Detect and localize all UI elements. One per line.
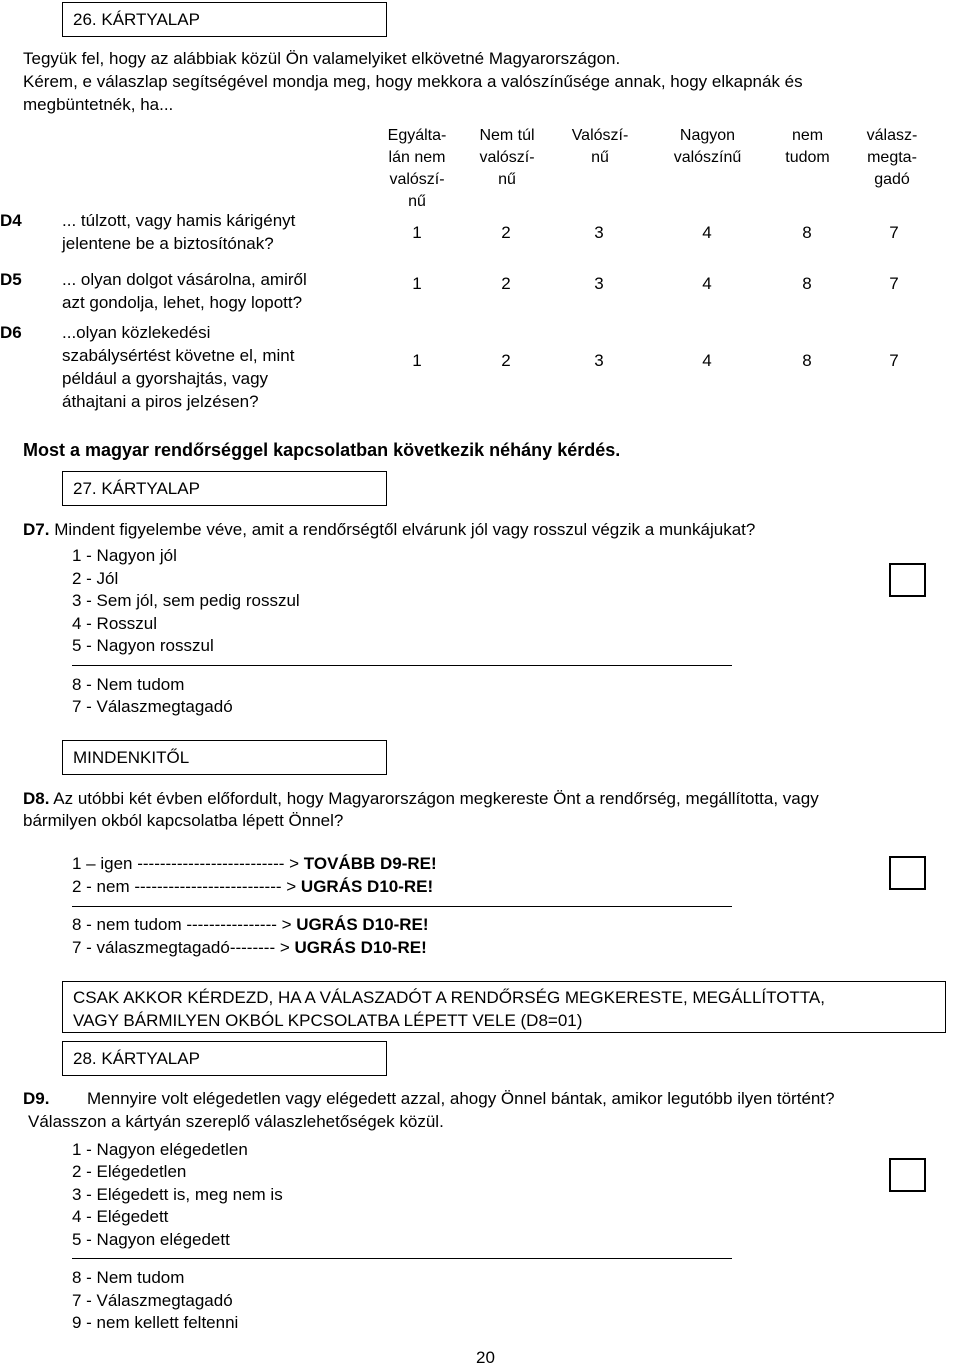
answer-checkbox-d8[interactable]: [889, 856, 926, 890]
skip-instruction: TOVÁBB D9-RE!: [303, 854, 437, 873]
item-code-d6: D6: [0, 323, 22, 342]
question-code: D7.: [23, 520, 50, 539]
scale-code[interactable]: 7: [889, 274, 899, 293]
instruction-box: [62, 740, 387, 775]
scale-header-2: Nem túl valószí- nű: [479, 127, 535, 188]
card-label-26: [62, 2, 387, 37]
item-code-d5: D5: [0, 270, 22, 289]
scale-code[interactable]: 7: [889, 223, 899, 242]
scale-code[interactable]: 1: [412, 223, 422, 242]
instruction-text: MINDENKITŐL: [73, 747, 190, 767]
scale-code[interactable]: 3: [594, 223, 604, 242]
item-d4-line-2: jelentene be a biztosítónak?: [62, 234, 274, 253]
skip-instruction: UGRÁS D10-RE!: [294, 938, 427, 957]
scale-code[interactable]: 3: [594, 351, 604, 370]
question-code: D8.: [23, 789, 50, 808]
answer-option[interactable]: 1 – igen -------------------------- > TOVÁBB D9-RE!: [72, 854, 437, 873]
answer-option[interactable]: 5 - Nagyon elégedett: [72, 1230, 230, 1249]
answer-option[interactable]: 2 - Elégedetlen: [72, 1162, 187, 1181]
scale-code[interactable]: 2: [501, 274, 511, 293]
scale-code[interactable]: 7: [889, 351, 899, 370]
item-d6-line-1: ...olyan közlekedési: [62, 323, 211, 342]
answer-option[interactable]: 2 - nem -------------------------- > UGRÁS D10-RE!: [72, 877, 434, 896]
question-text: Az utóbbi két évben előfordult, hogy Magyarországon megkereste Önt a rendőrség, megállította, vagy: [53, 789, 819, 808]
answer-option[interactable]: 3 - Elégedett is, meg nem is: [72, 1185, 283, 1204]
answer-option[interactable]: 3 - Sem jól, sem pedig rosszul: [72, 591, 300, 610]
item-d5-line-2: azt gondolja, lehet, hogy lopott?: [62, 293, 303, 312]
card-label-text: 28. KÁRTYALAP: [73, 1048, 200, 1068]
scale-code[interactable]: 2: [501, 223, 511, 242]
answer-checkbox-d7[interactable]: [889, 563, 926, 597]
answer-option[interactable]: 1 - Nagyon elégedetlen: [72, 1140, 248, 1159]
answer-option[interactable]: 7 - válaszmegtagadó-------- > UGRÁS D10-RE!: [72, 938, 427, 957]
scale-header-6: válasz- megta- gadó: [866, 127, 918, 188]
skip-instruction: UGRÁS D10-RE!: [300, 877, 434, 896]
question-text: Mindent figyelembe véve, amit a rendőrségtől elvárunk jól vagy rosszul végzik a munkájukat?: [54, 520, 756, 539]
answer-option[interactable]: 8 - Nem tudom: [72, 1268, 185, 1287]
question-d7: [23, 520, 755, 540]
filter-line-2: VAGY BÁRMILYEN OKBÓL KPCSOLATBA LÉPETT VELE (D8=01): [73, 1011, 583, 1030]
scale-header-3: Valószí- nű: [571, 127, 629, 166]
question-d8-line-2: bármilyen okból kapcsolatba lépett Önnel?: [23, 811, 344, 830]
card-label-28: [62, 1041, 387, 1076]
item-d6-line-4: áthajtani a piros jelzésen?: [62, 392, 259, 411]
filter-instruction-box: [62, 981, 946, 1033]
intro-line-3: megbüntetnék, ha...: [23, 95, 174, 114]
scale-code[interactable]: 3: [594, 274, 604, 293]
question-code: D9.: [23, 1089, 50, 1108]
scale-header-1: Egyálta- lán nem valószí- nű: [387, 127, 447, 210]
scale-code[interactable]: 8: [802, 351, 812, 370]
card-label-text: 26. KÁRTYALAP: [73, 9, 200, 29]
answer-option[interactable]: 8 - nem tudom ---------------- > UGRÁS D10-RE!: [72, 915, 429, 934]
filter-line-1: CSAK AKKOR KÉRDEZD, HA A VÁLASZADÓT A RENDŐRSÉG MEGKERESTE, MEGÁLLÍTOTTA,: [73, 988, 825, 1007]
question-instruction: Válasszon a kártyán szereplő válaszlehetőségek közül.: [28, 1112, 444, 1131]
item-d6-line-2: szabálysértést követne el, mint: [62, 346, 295, 365]
separator-line: [72, 1258, 732, 1259]
scale-code[interactable]: 1: [412, 274, 422, 293]
answer-option[interactable]: 5 - Nagyon rosszul: [72, 636, 214, 655]
item-d5-line-1: ... olyan dolgot vásárolna, amiről: [62, 270, 307, 289]
intro-line-1: Tegyük fel, hogy az alábbiak közül Ön valamelyiket elkövetné Magyarországon.: [23, 49, 621, 68]
question-text: Mennyire volt elégedetlen vagy elégedett azzal, ahogy Önnel bántak, amikor legutóbb ilyen történt?: [87, 1089, 835, 1108]
answer-option[interactable]: 4 - Rosszul: [72, 614, 158, 633]
answer-option[interactable]: 9 - nem kellett feltenni: [72, 1313, 239, 1332]
scale-header-5: nem tudom: [785, 127, 830, 166]
answer-option[interactable]: 4 - Elégedett: [72, 1207, 169, 1226]
item-d4-line-1: ... túlzott, vagy hamis kárigényt: [62, 211, 296, 230]
question-d8-line-1: [23, 789, 819, 809]
scale-code[interactable]: 4: [702, 274, 712, 293]
answer-option[interactable]: 7 - Válaszmegtagadó: [72, 697, 233, 716]
scale-code[interactable]: 2: [501, 351, 511, 370]
scale-code[interactable]: 8: [802, 274, 812, 293]
answer-option[interactable]: 2 - Jól: [72, 569, 119, 588]
card-label-27: [62, 471, 387, 506]
scale-code[interactable]: 4: [702, 351, 712, 370]
answer-checkbox-d9[interactable]: [889, 1158, 926, 1192]
card-label-text: 27. KÁRTYALAP: [73, 478, 200, 498]
answer-option[interactable]: 8 - Nem tudom: [72, 675, 185, 694]
item-code-d4: D4: [0, 211, 22, 230]
separator-line: [72, 665, 732, 666]
answer-option[interactable]: 1 - Nagyon jól: [72, 546, 177, 565]
page-number: 20: [476, 1348, 495, 1367]
scale-code[interactable]: 1: [412, 351, 422, 370]
scale-header-4: Nagyon valószínű: [673, 127, 742, 166]
separator-line: [72, 906, 732, 907]
answer-option[interactable]: 7 - Válaszmegtagadó: [72, 1291, 233, 1310]
scale-code[interactable]: 4: [702, 223, 712, 242]
intro-line-2: Kérem, e válaszlap segítségével mondja meg, hogy mekkora a valószínűsége annak, hogy elkapnák és: [23, 72, 803, 91]
item-d6-line-3: például a gyorshajtás, vagy: [62, 369, 269, 388]
skip-instruction: UGRÁS D10-RE!: [296, 915, 429, 934]
section-heading: Most a magyar rendőrséggel kapcsolatban következik néhány kérdés.: [23, 440, 621, 460]
scale-code[interactable]: 8: [802, 223, 812, 242]
